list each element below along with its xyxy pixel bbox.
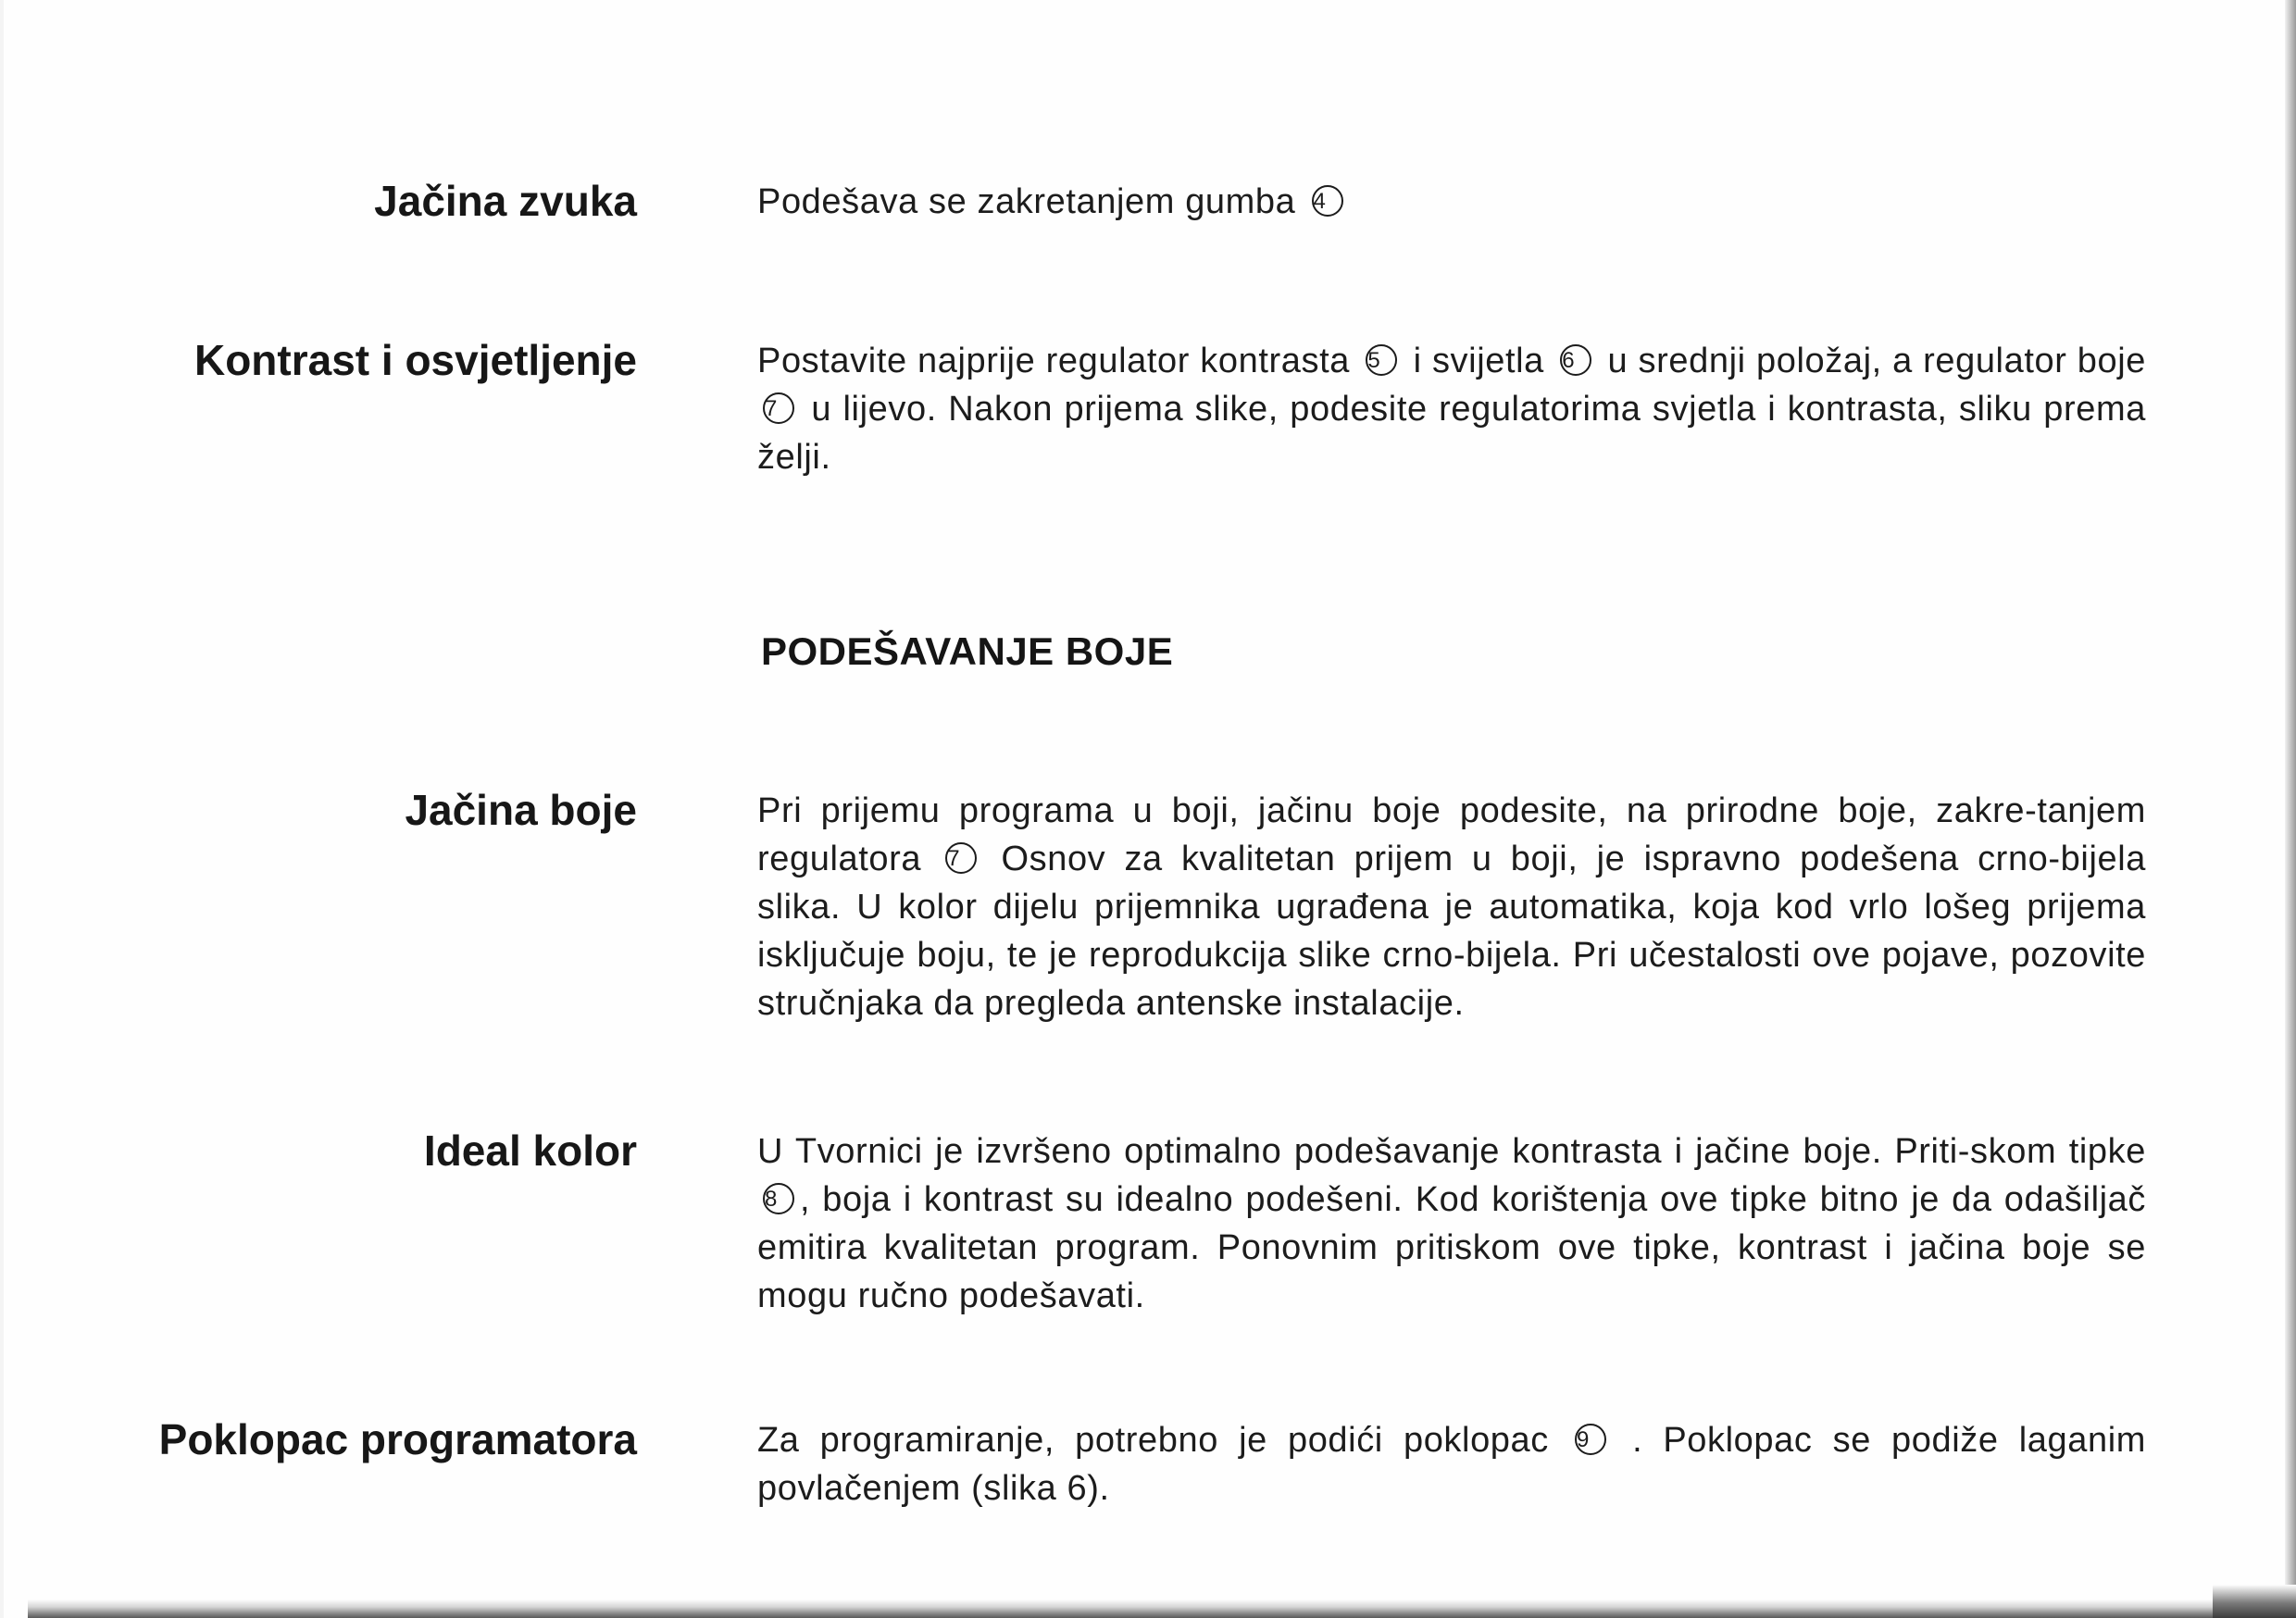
description-text: U Tvornici je izvršeno optimalno podešavanje kontrasta i jačine boje. Priti-skom tipke — [757, 1132, 2146, 1171]
entry-description — [757, 787, 2146, 1027]
entry-term: Kontrast i osvjetljenje — [193, 336, 637, 384]
control-number-callout: 6 — [1560, 344, 1591, 376]
description-text: u srednji položaj, a regulator boje — [1597, 342, 2147, 380]
scan-edge-bottom — [28, 1599, 2296, 1618]
description-text: Podešava se zakretanjem gumba — [757, 182, 1306, 221]
entry-description — [757, 1416, 2146, 1512]
entry-description — [757, 178, 2146, 226]
description-text: Za programiranje, potrebno je podići poklopac — [757, 1421, 1569, 1460]
entry-term: Jačina zvuka — [374, 177, 637, 225]
section-heading: PODEŠAVANJE BOJE — [761, 629, 1174, 673]
control-number-callout: 7 — [945, 842, 977, 874]
description-text: Pri prijemu programa u boji, jačinu boje podesite, na prirodne boje, zakre-tanjem regulatora — [757, 791, 2146, 878]
description-text: i svijetla — [1403, 342, 1555, 380]
control-number-callout: 9 — [1575, 1424, 1606, 1455]
entry-term: Jačina boje — [405, 786, 637, 834]
entry-description — [757, 1127, 2146, 1320]
description-text: Osnov za kvalitetan prijem u boji, je ispravno podešena crno-bijela slika. U kolor dijelu prijemnika ugrađena je automatika, koja kod vrlo lošeg prijema isključuje boju, te je reprodukcija slike crno-bijela. Pri učestalosti ove pojave, pozovite stručnjaka da pregleda antenske instalacije. — [757, 840, 2146, 1023]
binding-shadow — [2285, 0, 2296, 1618]
description-text: . Poklopac se podiže laganim povlačenjem (slika 6). — [757, 1421, 2146, 1508]
entry-term: Poklopac programatora — [158, 1415, 637, 1463]
scan-edge-left — [0, 0, 4, 1618]
description-text: Postavite najprije regulator kontrasta — [757, 342, 1361, 380]
control-number-callout: 4 — [1312, 185, 1343, 217]
scan-corner-shadow — [2213, 1585, 2296, 1618]
entry-description — [757, 337, 2146, 481]
control-number-callout: 5 — [1366, 344, 1397, 376]
control-number-callout: 7 — [763, 392, 794, 424]
description-text: u lijevo. Nakon prijema slike, podesite regulatorima svjetla i kontrasta, sliku prema želji. — [757, 390, 2146, 477]
entry-term: Ideal kolor — [423, 1126, 637, 1175]
description-text: , boja i kontrast su idealno podešeni. Kod korištenja ove tipke bitno je da odašiljač emitira kvalitetan program. Ponovnim pritiskom ove tipke, kontrast i jačina boje se mogu ručno podešavati. — [757, 1180, 2146, 1315]
control-number-callout: 8 — [763, 1183, 794, 1214]
